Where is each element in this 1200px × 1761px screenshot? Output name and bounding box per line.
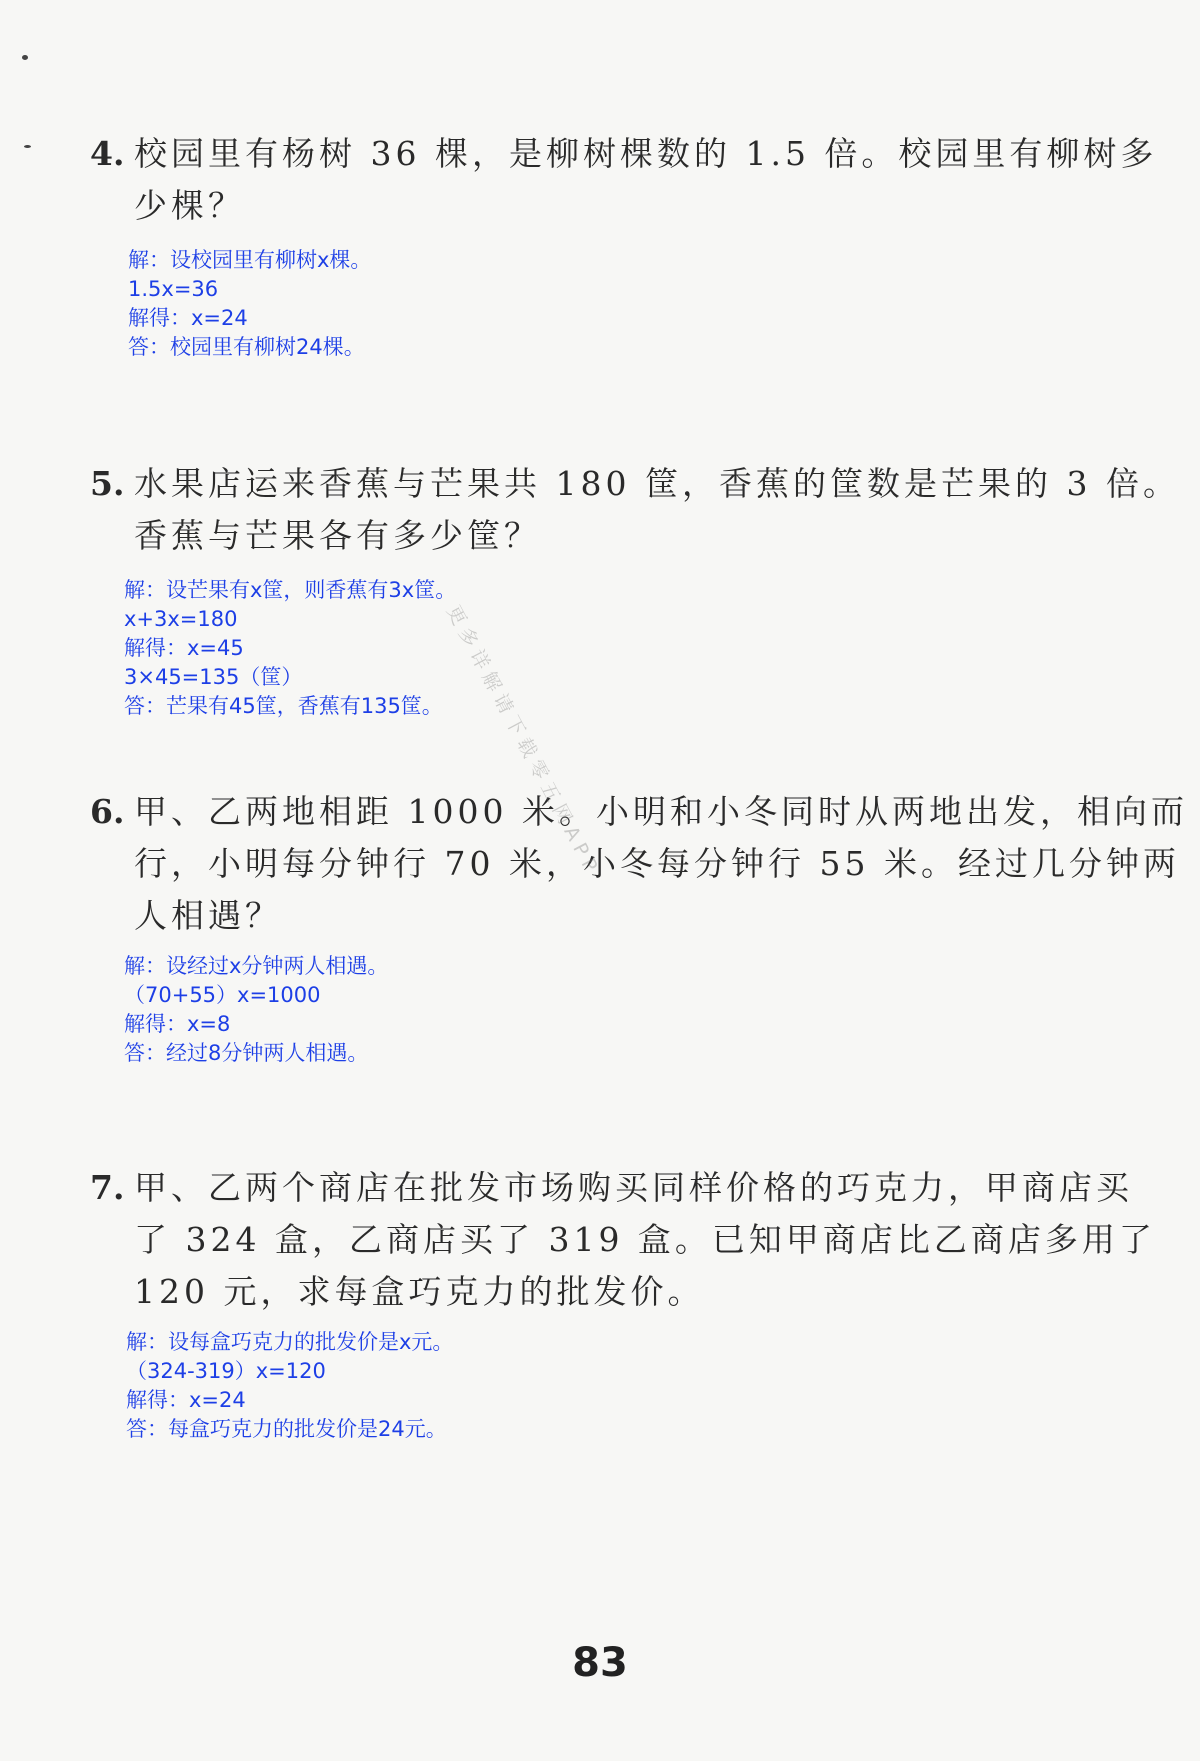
question-text: 香蕉与芒果各有多少筐？ xyxy=(134,516,541,555)
question-text: 行，小明每分钟行 70 米，小冬每分钟行 55 米。经过几分钟两 xyxy=(134,844,1180,883)
answer-line: x+3x=180 xyxy=(124,607,238,631)
question-text: 人相遇？ xyxy=(134,896,282,935)
answer-block xyxy=(124,952,1090,1068)
watermark: 更多详解请下载零五网APP xyxy=(442,601,605,881)
answer-line: 解得：x=24 xyxy=(126,1388,246,1412)
question-text: 甲、乙两地相距 1000 米。小明和小冬同时从两地出发，相向而 xyxy=(134,792,1188,831)
answer-block xyxy=(128,246,1090,362)
question-text: 120 元，求每盒巧克力的批发价。 xyxy=(134,1272,705,1311)
answer-line: 解：设经过x分钟两人相遇。 xyxy=(124,954,389,978)
answer-line: 答：经过8分钟两人相遇。 xyxy=(124,1041,369,1065)
problem-6 xyxy=(90,786,1188,1068)
problem-number: 6. xyxy=(90,792,125,831)
answer-line: 3×45=135（筐） xyxy=(124,665,303,689)
problem-number: 7. xyxy=(90,1168,125,1207)
answer-line: （70+55）x=1000 xyxy=(124,983,321,1007)
answer-block xyxy=(126,1328,1090,1444)
answer-line: 答：每盒巧克力的批发价是24元。 xyxy=(126,1417,447,1441)
answer-line: 1.5x=36 xyxy=(128,277,219,301)
question-text: 水果店运来香蕉与芒果共 180 筐，香蕉的筐数是芒果的 3 倍。 xyxy=(134,464,1180,503)
problem-7 xyxy=(90,1162,1156,1444)
answer-line: 解得：x=24 xyxy=(128,306,248,330)
answer-line: 答：芒果有45筐，香蕉有135筐。 xyxy=(124,694,443,718)
answer-line: （324-319）x=120 xyxy=(126,1359,326,1383)
question-text: 少棵？ xyxy=(134,186,245,225)
problem-number: 4. xyxy=(90,134,125,173)
answer-line: 解：设每盒巧克力的批发价是x元。 xyxy=(126,1330,454,1354)
question-text: 校园里有杨树 36 棵，是柳树棵数的 1.5 倍。校园里有柳树多 xyxy=(134,134,1158,173)
problem-4 xyxy=(90,128,1158,362)
answer-line: 解得：x=45 xyxy=(124,636,244,660)
page-number: 83 xyxy=(572,1640,628,1686)
answer-line: 答：校园里有柳树24棵。 xyxy=(128,335,365,359)
answer-line: 解得：x=8 xyxy=(124,1012,231,1036)
question-text: 甲、乙两个商店在批发市场购买同样价格的巧克力，甲商店买 xyxy=(134,1168,1133,1207)
problem-number: 5. xyxy=(90,464,125,503)
answer-block xyxy=(124,576,1090,721)
problem-5 xyxy=(90,458,1180,721)
answer-line: 解：设芒果有x筐，则香蕉有3x筐。 xyxy=(124,578,457,602)
answer-line: 解：设校园里有柳树x棵。 xyxy=(128,248,372,272)
question-text: 了 324 盒，乙商店买了 319 盒。已知甲商店比乙商店多用了 xyxy=(134,1220,1156,1259)
